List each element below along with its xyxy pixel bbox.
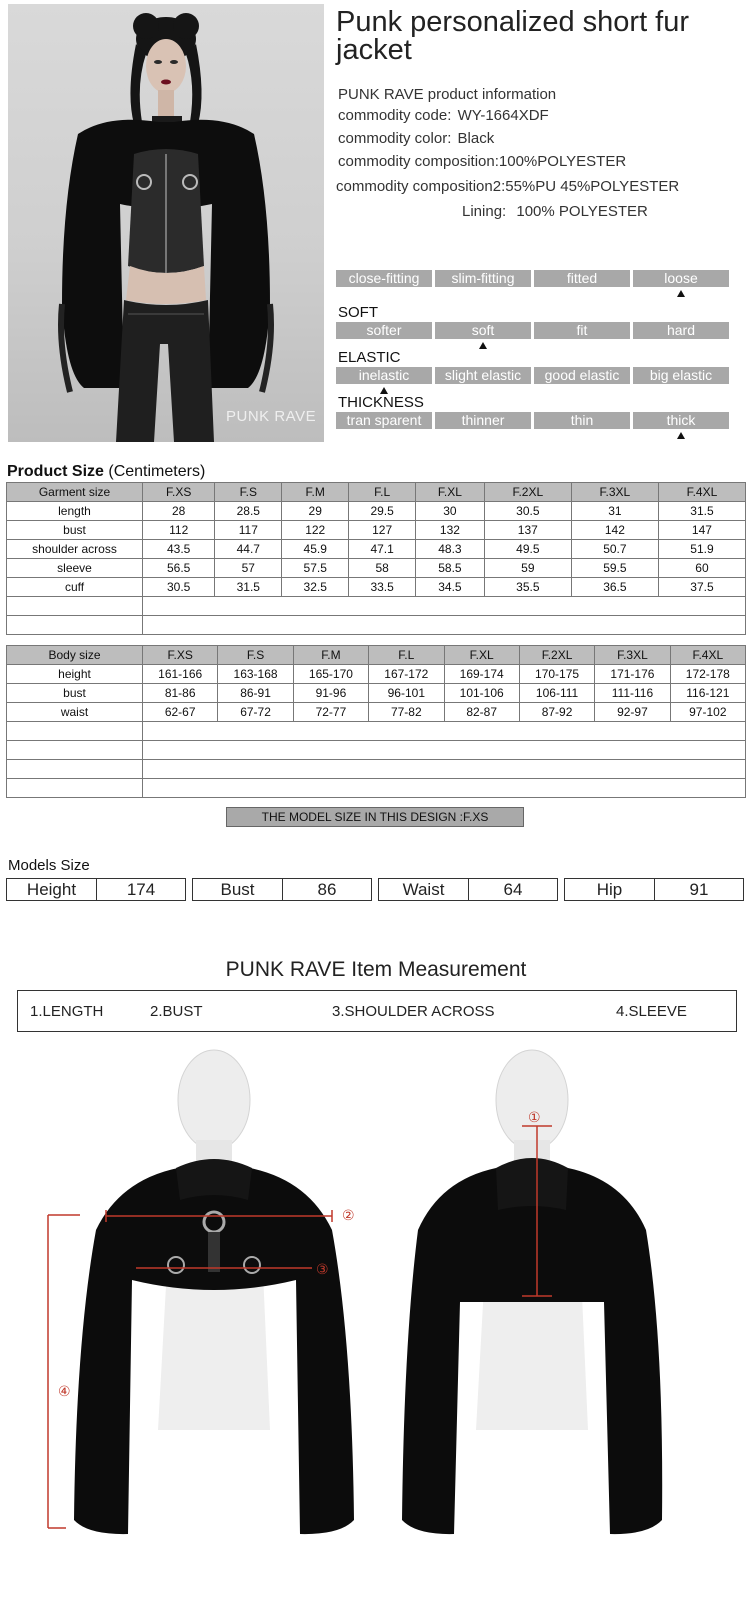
table-cell: 117 — [215, 521, 282, 540]
table-cell: 171-176 — [595, 665, 670, 684]
table-header-cell: Garment size — [7, 483, 143, 502]
model-size-note: THE MODEL SIZE IN THIS DESIGN :F.XS — [226, 807, 524, 827]
table-header-cell: F.L — [369, 646, 444, 665]
scale-option: thin — [534, 412, 630, 429]
table-cell-empty — [7, 779, 143, 798]
table-cell: 59.5 — [571, 559, 658, 578]
table-cell: 112 — [143, 521, 215, 540]
table-cell: 163-168 — [218, 665, 293, 684]
table-cell: 28.5 — [215, 502, 282, 521]
scale-option: slight elastic — [435, 367, 531, 384]
table-header-row — [7, 483, 746, 502]
table-cell: 29.5 — [349, 502, 416, 521]
scale-option-selected — [336, 367, 432, 384]
measurement-legend — [17, 990, 737, 1032]
table-cell: 49.5 — [484, 540, 571, 559]
table-cell-empty — [143, 616, 746, 635]
row-label: shoulder across — [7, 540, 143, 559]
models-size-row — [6, 878, 744, 901]
product-size-heading: Product Size — [7, 463, 104, 480]
models-size-title: Models Size — [8, 857, 90, 874]
table-cell-empty — [143, 722, 746, 741]
table-cell-empty — [143, 779, 746, 798]
scale-option: fitted — [534, 270, 630, 287]
scale-option-selected — [633, 412, 729, 429]
info-label: PUNK RAVE product information — [338, 86, 557, 103]
table-cell: 87-92 — [519, 703, 594, 722]
table-row — [7, 578, 746, 597]
table-cell-empty — [7, 760, 143, 779]
product-size-title — [7, 463, 205, 481]
table-cell: 32.5 — [282, 578, 349, 597]
table-header-cell: F.XL — [444, 646, 519, 665]
scale-option-label: thick — [666, 412, 696, 428]
table-cell: 122 — [282, 521, 349, 540]
table-cell-empty — [7, 741, 143, 760]
table-row — [7, 703, 746, 722]
table-cell: 170-175 — [519, 665, 594, 684]
table-cell: 82-87 — [444, 703, 519, 722]
product-title: Punk personalized short fur jacket — [336, 6, 690, 66]
model-bust-box — [192, 878, 372, 901]
marker-2: ② — [342, 1208, 355, 1224]
table-cell-empty — [143, 760, 746, 779]
table-cell: 57 — [215, 559, 282, 578]
fit-scale — [336, 270, 729, 287]
scale-option: thinner — [435, 412, 531, 429]
table-cell: 167-172 — [369, 665, 444, 684]
product-size-unit: (Centimeters) — [108, 463, 206, 480]
table-cell: 147 — [658, 521, 745, 540]
table-header-cell: Body size — [7, 646, 143, 665]
measurement-item-length: 1.LENGTH — [30, 1003, 104, 1020]
table-cell: 36.5 — [571, 578, 658, 597]
table-header-cell: F.3XL — [595, 646, 670, 665]
front-mannequin — [48, 1050, 354, 1534]
table-cell: 132 — [416, 521, 485, 540]
table-cell: 92-97 — [595, 703, 670, 722]
table-cell: 33.5 — [349, 578, 416, 597]
table-cell-empty — [7, 597, 143, 616]
table-header-cell: F.XL — [416, 483, 485, 502]
table-header-cell: F.S — [218, 646, 293, 665]
table-header-cell: F.XS — [143, 483, 215, 502]
thickness-scale — [336, 412, 729, 429]
marker-3: ③ — [316, 1262, 329, 1278]
info-brand-line — [338, 86, 556, 103]
scale-heading-thickness: THICKNESS — [338, 394, 424, 411]
elastic-scale — [336, 367, 729, 384]
scale-option: hard — [633, 322, 729, 339]
table-cell: 31 — [571, 502, 658, 521]
model-stat-value: 64 — [468, 879, 557, 900]
model-stat-label: Hip — [596, 880, 623, 899]
table-cell: 111-116 — [595, 684, 670, 703]
scale-option-selected — [633, 270, 729, 287]
selection-marker-icon — [380, 387, 388, 394]
info-label: commodity color: — [338, 130, 452, 147]
table-cell: 30.5 — [484, 502, 571, 521]
table-cell: 30.5 — [143, 578, 215, 597]
row-label: cuff — [7, 578, 143, 597]
info-label: commodity composition: — [338, 153, 499, 170]
selection-marker-icon — [479, 342, 487, 349]
table-cell: 43.5 — [143, 540, 215, 559]
info-value: 100% POLYESTER — [516, 203, 648, 220]
model-stat-label: Waist — [402, 880, 445, 899]
table-cell: 142 — [571, 521, 658, 540]
table-row — [7, 559, 746, 578]
info-commodity-color — [338, 130, 494, 147]
table-cell: 101-106 — [444, 684, 519, 703]
table-header-cell: F.3XL — [571, 483, 658, 502]
selection-marker-icon — [677, 290, 685, 297]
marker-1: ① — [528, 1110, 541, 1126]
model-figure-illustration — [8, 4, 324, 442]
scale-option: big elastic — [633, 367, 729, 384]
selection-marker-icon — [677, 432, 685, 439]
table-row — [7, 521, 746, 540]
model-height-box — [6, 878, 186, 901]
table-cell: 60 — [658, 559, 745, 578]
model-stat-label: Bust — [220, 880, 255, 899]
table-cell: 72-77 — [293, 703, 368, 722]
model-stat-value: 91 — [654, 879, 743, 900]
scale-option: tran sparent — [336, 412, 432, 429]
table-cell-empty — [143, 741, 746, 760]
scale-option: good elastic — [534, 367, 630, 384]
scale-option-label: loose — [664, 270, 698, 286]
table-cell: 127 — [349, 521, 416, 540]
info-value: WY-1664XDF — [457, 107, 549, 124]
info-label: commodity code: — [338, 107, 452, 124]
measurement-item-shoulder: 3.SHOULDER ACROSS — [332, 1003, 495, 1020]
table-header-cell: F.L — [349, 483, 416, 502]
row-label: bust — [7, 521, 143, 540]
table-cell: 91-96 — [293, 684, 368, 703]
table-cell: 31.5 — [215, 578, 282, 597]
table-row — [7, 502, 746, 521]
row-label: height — [7, 665, 143, 684]
info-commodity-code — [338, 107, 549, 124]
scale-option-selected — [435, 322, 531, 339]
table-cell: 161-166 — [143, 665, 218, 684]
table-cell-empty — [143, 597, 746, 616]
measurement-title: PUNK RAVE Item Measurement — [225, 958, 527, 981]
table-header-cell: F.4XL — [670, 646, 745, 665]
table-row-empty — [7, 722, 746, 741]
info-label: Lining: — [462, 203, 507, 220]
table-cell: 137 — [484, 521, 571, 540]
body-size-table — [6, 645, 746, 798]
table-row-empty — [7, 616, 746, 635]
scale-heading-elastic: ELASTIC — [338, 349, 401, 366]
marker-4: ④ — [58, 1384, 71, 1400]
table-cell: 67-72 — [218, 703, 293, 722]
table-row-empty — [7, 597, 746, 616]
table-cell: 34.5 — [416, 578, 485, 597]
table-cell-empty — [7, 616, 143, 635]
table-cell: 77-82 — [369, 703, 444, 722]
table-cell: 59 — [484, 559, 571, 578]
table-cell: 31.5 — [658, 502, 745, 521]
table-row-empty — [7, 741, 746, 760]
info-value: 100%POLYESTER — [498, 153, 627, 170]
table-cell: 169-174 — [444, 665, 519, 684]
table-row — [7, 684, 746, 703]
row-label: length — [7, 502, 143, 521]
table-header-cell: F.4XL — [658, 483, 745, 502]
table-cell: 58 — [349, 559, 416, 578]
measurement-diagram — [0, 1040, 752, 1600]
table-cell: 50.7 — [571, 540, 658, 559]
scale-option: close-fitting — [336, 270, 432, 287]
table-cell: 45.9 — [282, 540, 349, 559]
info-value: 55%PU 45%POLYESTER — [505, 178, 680, 195]
info-composition — [338, 153, 626, 170]
table-header-cell: F.M — [282, 483, 349, 502]
table-cell: 37.5 — [658, 578, 745, 597]
info-value: Black — [457, 130, 495, 147]
info-composition-2 — [336, 178, 679, 195]
table-cell: 57.5 — [282, 559, 349, 578]
table-cell: 86-91 — [218, 684, 293, 703]
model-stat-value: 86 — [282, 879, 371, 900]
table-header-cell: F.S — [215, 483, 282, 502]
row-label: waist — [7, 703, 143, 722]
measurement-item-sleeve: 4.SLEEVE — [616, 1003, 687, 1020]
model-stat-label: Height — [26, 880, 77, 899]
table-cell: 62-67 — [143, 703, 218, 722]
model-stat-value: 174 — [96, 879, 185, 900]
table-cell: 47.1 — [349, 540, 416, 559]
table-header-cell: F.2XL — [519, 646, 594, 665]
mannequin-illustration — [0, 1040, 752, 1600]
table-cell: 51.9 — [658, 540, 745, 559]
table-cell: 30 — [416, 502, 485, 521]
table-cell: 48.3 — [416, 540, 485, 559]
table-cell: 96-101 — [369, 684, 444, 703]
scale-option: fit — [534, 322, 630, 339]
table-cell: 28 — [143, 502, 215, 521]
table-cell: 172-178 — [670, 665, 745, 684]
scale-option: slim-fitting — [435, 270, 531, 287]
table-cell: 97-102 — [670, 703, 745, 722]
model-waist-box — [378, 878, 558, 901]
table-cell: 106-111 — [519, 684, 594, 703]
info-label: commodity composition2: — [336, 178, 506, 195]
table-row-empty — [7, 779, 746, 798]
table-row-empty — [7, 760, 746, 779]
measurement-item-bust: 2.BUST — [150, 1003, 203, 1020]
scale-option-label: inelastic — [358, 367, 410, 383]
table-header-cell: F.M — [293, 646, 368, 665]
row-label: sleeve — [7, 559, 143, 578]
scale-option: softer — [336, 322, 432, 339]
table-row — [7, 540, 746, 559]
product-size-table — [6, 482, 746, 635]
table-cell: 56.5 — [143, 559, 215, 578]
table-cell: 165-170 — [293, 665, 368, 684]
table-cell: 116-121 — [670, 684, 745, 703]
table-cell: 44.7 — [215, 540, 282, 559]
table-cell: 35.5 — [484, 578, 571, 597]
product-photo — [8, 4, 324, 442]
scale-heading-soft: SOFT — [338, 304, 378, 321]
table-cell-empty — [7, 722, 143, 741]
table-header-cell: F.2XL — [484, 483, 571, 502]
model-hip-box — [564, 878, 744, 901]
table-cell: 58.5 — [416, 559, 485, 578]
scale-option-label: soft — [471, 322, 495, 338]
watermark: PUNK RAVE — [226, 408, 317, 425]
soft-scale — [336, 322, 729, 339]
table-row — [7, 665, 746, 684]
row-label: bust — [7, 684, 143, 703]
table-header-cell: F.XS — [143, 646, 218, 665]
table-cell: 81-86 — [143, 684, 218, 703]
table-header-row — [7, 646, 746, 665]
table-cell: 29 — [282, 502, 349, 521]
info-lining — [462, 203, 648, 220]
